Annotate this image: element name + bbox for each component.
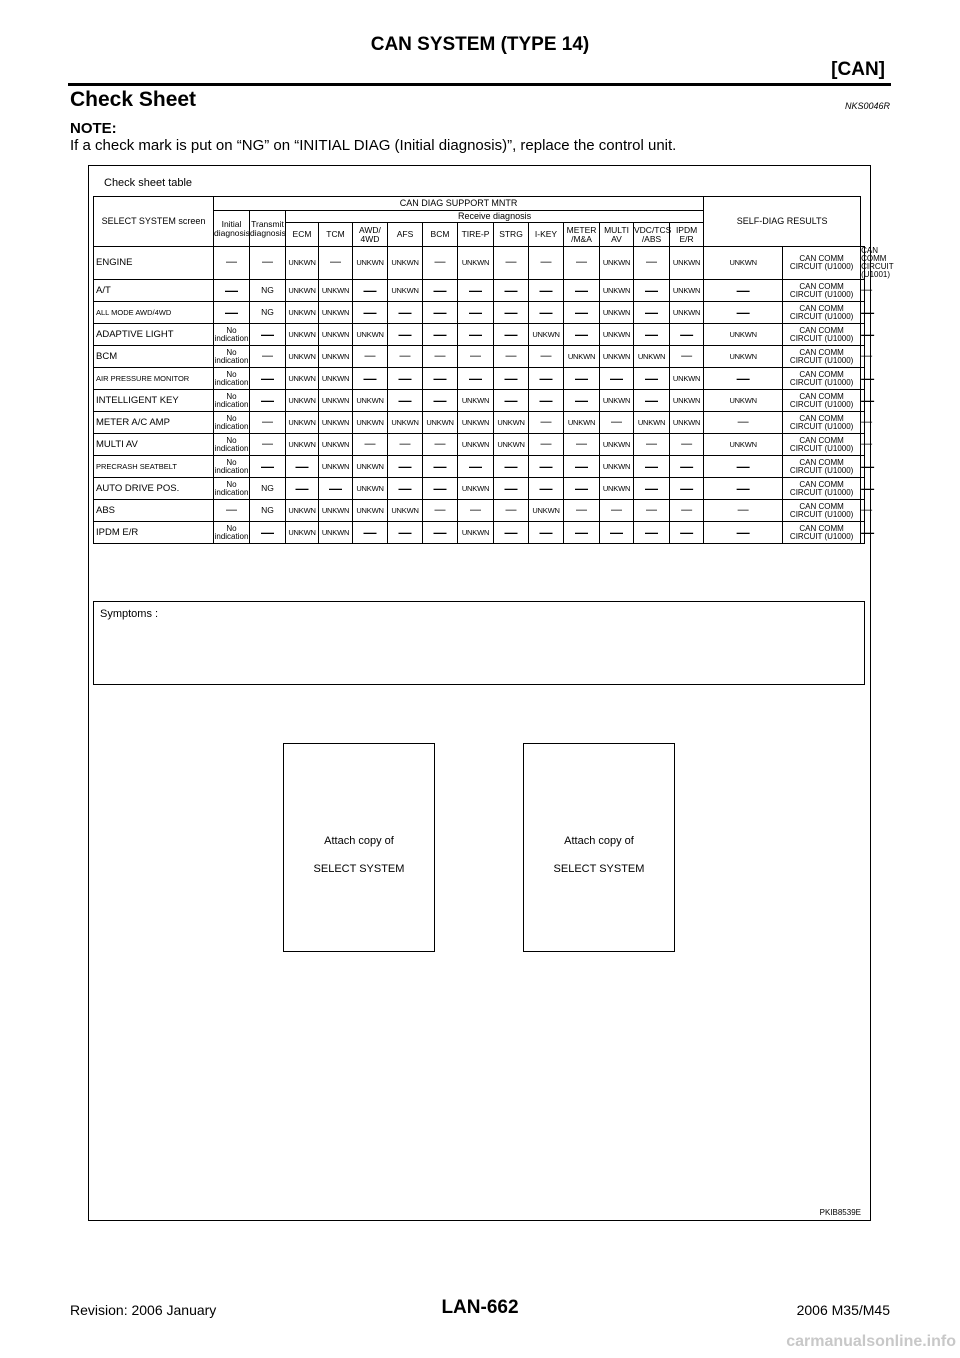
receive-column-header: AWD/ 4WD bbox=[353, 223, 388, 247]
receive-column-header: IPDM E/R bbox=[670, 223, 704, 247]
diag-cell: — bbox=[423, 478, 458, 500]
diag-cell: — bbox=[250, 456, 286, 478]
diag-cell: UNKWN bbox=[494, 434, 529, 456]
diag-cell: UNKWN bbox=[286, 390, 319, 412]
system-name-cell: ADAPTIVE LIGHT bbox=[94, 324, 214, 346]
self-diag-result-cell: CAN COMM CIRCUIT (U1000) bbox=[783, 522, 861, 544]
system-name-cell: MULTI AV bbox=[94, 434, 214, 456]
self-diag-result-cell: CAN COMM CIRCUIT (U1000) bbox=[783, 390, 861, 412]
diag-cell: — bbox=[564, 500, 600, 522]
select-system-header: SELECT SYSTEM screen bbox=[94, 197, 214, 247]
diag-cell: — bbox=[353, 434, 388, 456]
diag-cell: — bbox=[670, 434, 704, 456]
diag-cell: UNKWN bbox=[600, 390, 634, 412]
diag-cell: — bbox=[214, 302, 250, 324]
diag-cell: — bbox=[634, 522, 670, 544]
self-diag-result-cell: CAN COMM CIRCUIT (U1000) bbox=[783, 247, 861, 280]
attach-text-line1: Attach copy of bbox=[324, 835, 394, 847]
diag-cell: — bbox=[600, 368, 634, 390]
diag-cell: — bbox=[423, 368, 458, 390]
diag-cell: UNKWN bbox=[286, 500, 319, 522]
self-diag-result-cell: CAN COMM CIRCUIT (U1000) bbox=[783, 368, 861, 390]
self-diag-result-cell: — bbox=[861, 456, 865, 478]
diag-cell: UNKWN bbox=[353, 456, 388, 478]
receive-diag-header: Receive diagnosis bbox=[286, 211, 704, 223]
self-diag-result-cell: — bbox=[861, 478, 865, 500]
diag-cell: NG bbox=[250, 302, 286, 324]
self-diag-result-cell: CAN COMM CIRCUIT (U1001) bbox=[861, 246, 894, 279]
system-name-cell: PRECRASH SEATBELT bbox=[94, 456, 214, 478]
diag-cell: — bbox=[670, 500, 704, 522]
diag-cell: UNKWN bbox=[286, 522, 319, 544]
diag-cell: UNKWN bbox=[353, 324, 388, 346]
system-name-cell: ABS bbox=[94, 500, 214, 522]
diag-cell: — bbox=[564, 280, 600, 302]
table-row bbox=[94, 434, 865, 456]
diag-cell: — bbox=[423, 346, 458, 368]
diag-cell: — bbox=[634, 368, 670, 390]
diag-cell: No indication bbox=[214, 434, 250, 456]
diag-cell: UNKWN bbox=[319, 368, 353, 390]
diag-cell: No indication bbox=[214, 390, 250, 412]
initial-diag-header: Initial diagnosis bbox=[214, 211, 250, 247]
system-name-cell: AIR PRESSURE MONITOR bbox=[94, 368, 214, 390]
diag-cell: UNKWN bbox=[286, 324, 319, 346]
diag-cell: — bbox=[704, 368, 783, 390]
diag-cell: — bbox=[529, 522, 564, 544]
diag-cell: — bbox=[634, 390, 670, 412]
receive-column-header: I-KEY bbox=[529, 223, 564, 247]
diag-cell: UNKWN bbox=[458, 412, 494, 434]
diag-cell: NG bbox=[250, 478, 286, 500]
self-diag-result-cell: — bbox=[861, 368, 865, 390]
self-diag-result-cell: — bbox=[861, 412, 865, 434]
self-diag-result-cell: CAN COMM CIRCUIT (U1000) bbox=[783, 456, 861, 478]
diag-cell: UNKWN bbox=[600, 280, 634, 302]
diag-cell: UNKWN bbox=[458, 434, 494, 456]
table-row bbox=[94, 346, 865, 368]
diag-cell: No indication bbox=[214, 478, 250, 500]
diag-cell: — bbox=[564, 390, 600, 412]
diag-cell: UNKWN bbox=[458, 478, 494, 500]
receive-column-header: TIRE-P bbox=[458, 223, 494, 247]
system-name-cell: INTELLIGENT KEY bbox=[94, 390, 214, 412]
diag-cell: — bbox=[564, 302, 600, 324]
diag-cell: — bbox=[250, 324, 286, 346]
diag-cell: — bbox=[286, 456, 319, 478]
table-row bbox=[94, 522, 865, 544]
diag-cell: — bbox=[458, 500, 494, 522]
diag-cell: — bbox=[529, 346, 564, 368]
diag-cell: — bbox=[353, 368, 388, 390]
diag-cell: No indication bbox=[214, 324, 250, 346]
diag-cell: — bbox=[564, 456, 600, 478]
table-row bbox=[94, 280, 865, 302]
diag-cell: — bbox=[250, 434, 286, 456]
diag-cell: — bbox=[423, 324, 458, 346]
diag-cell: UNKWN bbox=[388, 412, 423, 434]
diag-cell: — bbox=[704, 500, 783, 522]
attach-text-line1: Attach copy of bbox=[564, 835, 634, 847]
diag-cell: UNKWN bbox=[286, 412, 319, 434]
diag-cell: UNKWN bbox=[494, 412, 529, 434]
table-row bbox=[94, 324, 865, 346]
diag-cell: — bbox=[388, 346, 423, 368]
system-name-cell: ALL MODE AWD/4WD bbox=[94, 302, 214, 324]
diag-cell: UNKWN bbox=[600, 247, 634, 280]
section-title: Check Sheet bbox=[70, 88, 197, 111]
diag-cell: — bbox=[670, 456, 704, 478]
diag-cell: UNKWN bbox=[600, 478, 634, 500]
diag-cell: — bbox=[388, 324, 423, 346]
diag-cell: UNKWN bbox=[564, 346, 600, 368]
diag-cell: — bbox=[564, 324, 600, 346]
receive-column-header: VDC/TCS /ABS bbox=[634, 223, 670, 247]
diag-cell: — bbox=[564, 478, 600, 500]
receive-column-header: STRG bbox=[494, 223, 529, 247]
figure-caption: Check sheet table bbox=[104, 177, 193, 189]
table-row bbox=[94, 500, 865, 522]
diag-cell: UNKWN bbox=[670, 412, 704, 434]
diag-cell: — bbox=[600, 500, 634, 522]
diag-cell: — bbox=[564, 522, 600, 544]
diag-cell: — bbox=[353, 522, 388, 544]
diag-cell: — bbox=[319, 247, 353, 280]
diag-cell: — bbox=[529, 456, 564, 478]
footer-revision: Revision: 2006 January bbox=[70, 1302, 217, 1318]
diag-cell: — bbox=[353, 302, 388, 324]
diag-cell: UNKWN bbox=[670, 368, 704, 390]
diag-cell: UNKWN bbox=[600, 346, 634, 368]
diag-cell: UNKWN bbox=[458, 390, 494, 412]
diag-cell: NG bbox=[250, 500, 286, 522]
system-name-cell: ENGINE bbox=[94, 247, 214, 280]
diag-cell: UNKWN bbox=[286, 280, 319, 302]
diag-cell: — bbox=[353, 346, 388, 368]
diag-cell: — bbox=[529, 412, 564, 434]
self-diag-result-cell: — bbox=[861, 324, 865, 346]
diag-cell: — bbox=[600, 522, 634, 544]
diag-cell: — bbox=[250, 522, 286, 544]
diag-cell: UNKWN bbox=[670, 247, 704, 280]
watermark: carmanualsonline.info bbox=[786, 1333, 956, 1350]
diag-cell: UNKWN bbox=[286, 346, 319, 368]
receive-column-header: ECM bbox=[286, 223, 319, 247]
note-label: NOTE: bbox=[70, 120, 117, 137]
diag-cell: — bbox=[458, 302, 494, 324]
diag-cell: — bbox=[423, 280, 458, 302]
diag-cell: — bbox=[286, 478, 319, 500]
attach-box-right bbox=[523, 743, 675, 952]
diag-cell: UNKWN bbox=[388, 280, 423, 302]
diag-cell: — bbox=[634, 280, 670, 302]
diag-cell: No indication bbox=[214, 412, 250, 434]
diag-cell: — bbox=[494, 346, 529, 368]
receive-column-header: BCM bbox=[423, 223, 458, 247]
diag-cell: — bbox=[423, 456, 458, 478]
diag-cell: — bbox=[494, 390, 529, 412]
diag-cell: — bbox=[423, 522, 458, 544]
diag-cell: UNKWN bbox=[353, 412, 388, 434]
diag-cell: — bbox=[529, 280, 564, 302]
diag-cell: — bbox=[670, 324, 704, 346]
header-rule bbox=[68, 83, 891, 86]
diag-cell: — bbox=[494, 522, 529, 544]
diag-cell: — bbox=[634, 500, 670, 522]
diag-cell: No indication bbox=[214, 522, 250, 544]
diag-cell: — bbox=[250, 390, 286, 412]
diag-cell: — bbox=[494, 478, 529, 500]
diag-cell: — bbox=[704, 456, 783, 478]
diag-cell: — bbox=[529, 247, 564, 280]
diag-cell: UNKWN bbox=[286, 302, 319, 324]
diag-cell: UNKWN bbox=[286, 434, 319, 456]
diag-cell: UNKWN bbox=[564, 412, 600, 434]
receive-column-header: METER /M&A bbox=[564, 223, 600, 247]
diag-cell: UNKWN bbox=[319, 456, 353, 478]
diag-cell: — bbox=[388, 434, 423, 456]
self-diag-header: SELF-DIAG RESULTS bbox=[704, 197, 861, 247]
diag-cell: — bbox=[388, 390, 423, 412]
diag-cell: — bbox=[423, 302, 458, 324]
diag-cell: — bbox=[494, 280, 529, 302]
diag-cell: — bbox=[704, 522, 783, 544]
self-diag-result-cell: — bbox=[861, 346, 865, 368]
diag-cell: UNKWN bbox=[670, 390, 704, 412]
symptoms-label: Symptoms : bbox=[100, 608, 159, 620]
self-diag-result-cell: — bbox=[861, 280, 865, 302]
receive-column-header: TCM bbox=[319, 223, 353, 247]
diag-cell: UNKWN bbox=[319, 302, 353, 324]
diag-cell: — bbox=[634, 434, 670, 456]
diag-cell: UNKWN bbox=[458, 247, 494, 280]
diag-cell: — bbox=[704, 280, 783, 302]
self-diag-result-cell: — bbox=[861, 500, 865, 522]
system-name-cell: BCM bbox=[94, 346, 214, 368]
diag-cell: UNKWN bbox=[353, 478, 388, 500]
diag-cell: — bbox=[319, 478, 353, 500]
diag-cell: — bbox=[704, 478, 783, 500]
diag-cell: UNKWN bbox=[423, 412, 458, 434]
diag-cell: UNKWN bbox=[704, 324, 783, 346]
diag-cell: — bbox=[353, 280, 388, 302]
diag-cell: NG bbox=[250, 280, 286, 302]
diag-cell: — bbox=[564, 434, 600, 456]
diag-cell: — bbox=[458, 280, 494, 302]
diag-cell: — bbox=[529, 368, 564, 390]
diag-cell: No indication bbox=[214, 368, 250, 390]
diag-cell: — bbox=[529, 390, 564, 412]
diag-cell: — bbox=[458, 346, 494, 368]
check-sheet-table bbox=[93, 196, 894, 544]
self-diag-result-cell: CAN COMM CIRCUIT (U1000) bbox=[783, 324, 861, 346]
diag-cell: — bbox=[458, 456, 494, 478]
diag-cell: — bbox=[250, 247, 286, 280]
diag-cell: UNKWN bbox=[600, 302, 634, 324]
diag-cell: — bbox=[214, 247, 250, 280]
attach-box-left bbox=[283, 743, 435, 952]
system-name-cell: AUTO DRIVE POS. bbox=[94, 478, 214, 500]
diag-cell: — bbox=[250, 368, 286, 390]
diag-cell: — bbox=[423, 434, 458, 456]
self-diag-result-cell: — bbox=[861, 434, 865, 456]
footer-page-number: LAN-662 bbox=[441, 1297, 519, 1318]
table-row bbox=[94, 247, 865, 280]
diag-cell: — bbox=[250, 346, 286, 368]
diag-cell: — bbox=[494, 324, 529, 346]
diag-cell: — bbox=[388, 302, 423, 324]
self-diag-result-cell: — bbox=[861, 390, 865, 412]
diag-cell: — bbox=[423, 500, 458, 522]
diag-cell: — bbox=[494, 302, 529, 324]
table-row bbox=[94, 390, 865, 412]
diag-cell: UNKWN bbox=[529, 324, 564, 346]
diag-cell: UNKWN bbox=[319, 500, 353, 522]
system-name-cell: METER A/C AMP bbox=[94, 412, 214, 434]
diag-cell: UNKWN bbox=[529, 500, 564, 522]
diag-cell: UNKWN bbox=[704, 434, 783, 456]
system-name-cell: A/T bbox=[94, 280, 214, 302]
diag-cell: UNKWN bbox=[286, 247, 319, 280]
diag-cell: — bbox=[494, 456, 529, 478]
diag-cell: UNKWN bbox=[353, 500, 388, 522]
diag-cell: — bbox=[529, 434, 564, 456]
table-row bbox=[94, 368, 865, 390]
diag-cell: — bbox=[388, 456, 423, 478]
diag-cell: UNKWN bbox=[704, 346, 783, 368]
diag-cell: — bbox=[458, 368, 494, 390]
symptoms-box bbox=[93, 601, 865, 685]
diag-cell: UNKWN bbox=[286, 368, 319, 390]
diag-cell: — bbox=[600, 412, 634, 434]
attach-text-line2: SELECT SYSTEM bbox=[553, 862, 645, 875]
table-row bbox=[94, 478, 865, 500]
diag-cell: — bbox=[529, 302, 564, 324]
self-diag-result-cell: CAN COMM CIRCUIT (U1000) bbox=[783, 302, 861, 324]
diag-cell: — bbox=[704, 412, 783, 434]
diag-cell: UNKWN bbox=[600, 434, 634, 456]
table-row bbox=[94, 302, 865, 324]
diag-cell: UNKWN bbox=[634, 412, 670, 434]
diag-cell: UNKWN bbox=[600, 324, 634, 346]
diag-cell: — bbox=[564, 368, 600, 390]
diag-cell: — bbox=[250, 412, 286, 434]
diag-cell: No indication bbox=[214, 346, 250, 368]
diag-cell: UNKWN bbox=[319, 522, 353, 544]
diag-cell: — bbox=[423, 247, 458, 280]
diag-cell: — bbox=[634, 247, 670, 280]
diag-cell: — bbox=[634, 456, 670, 478]
diag-cell: — bbox=[388, 368, 423, 390]
section-code: NKS0046R bbox=[844, 101, 890, 111]
diag-cell: UNKWN bbox=[319, 280, 353, 302]
diag-cell: UNKWN bbox=[670, 302, 704, 324]
diag-cell: — bbox=[564, 247, 600, 280]
diag-cell: — bbox=[634, 302, 670, 324]
diag-cell: UNKWN bbox=[388, 247, 423, 280]
diag-cell: — bbox=[670, 346, 704, 368]
diag-cell: UNKWN bbox=[670, 280, 704, 302]
self-diag-result-cell: — bbox=[861, 302, 865, 324]
diag-cell: UNKWN bbox=[319, 390, 353, 412]
diag-cell: UNKWN bbox=[704, 390, 783, 412]
footer-model: 2006 M35/M45 bbox=[796, 1302, 890, 1318]
diag-cell: — bbox=[388, 522, 423, 544]
diag-cell: — bbox=[634, 478, 670, 500]
self-diag-result-cell: CAN COMM CIRCUIT (U1000) bbox=[783, 478, 861, 500]
diag-cell: UNKWN bbox=[353, 390, 388, 412]
diag-cell: UNKWN bbox=[319, 346, 353, 368]
diag-cell: UNKWN bbox=[458, 522, 494, 544]
diag-cell: UNKWN bbox=[319, 412, 353, 434]
receive-column-header: AFS bbox=[388, 223, 423, 247]
transmit-diag-header: Transmit diagnosis bbox=[250, 211, 286, 247]
table-row bbox=[94, 456, 865, 478]
note-text: If a check mark is put on “NG” on “INITIAL DIAG (Initial diagnosis)”, replace the control unit. bbox=[70, 137, 677, 154]
diag-cell: — bbox=[388, 478, 423, 500]
receive-column-header: MULTI AV bbox=[600, 223, 634, 247]
diag-cell: — bbox=[494, 247, 529, 280]
attach-text-line2: SELECT SYSTEM bbox=[313, 862, 405, 875]
figure-code: PKIB8539E bbox=[819, 1208, 861, 1217]
diag-cell: — bbox=[634, 324, 670, 346]
diag-cell: UNKWN bbox=[353, 247, 388, 280]
diag-cell: — bbox=[494, 368, 529, 390]
diag-cell: UNKWN bbox=[319, 434, 353, 456]
self-diag-result-cell: CAN COMM CIRCUIT (U1000) bbox=[783, 434, 861, 456]
diag-cell: UNKWN bbox=[600, 456, 634, 478]
diag-cell: UNKWN bbox=[634, 346, 670, 368]
diag-cell: — bbox=[670, 522, 704, 544]
self-diag-result-cell: CAN COMM CIRCUIT (U1000) bbox=[783, 412, 861, 434]
diag-cell: UNKWN bbox=[319, 324, 353, 346]
table-row bbox=[94, 412, 865, 434]
diag-cell: No indication bbox=[214, 456, 250, 478]
diag-cell: — bbox=[494, 500, 529, 522]
page-header-title: CAN SYSTEM (TYPE 14) bbox=[370, 34, 590, 55]
diag-cell: UNKWN bbox=[388, 500, 423, 522]
diag-cell: UNKWN bbox=[704, 247, 783, 280]
section-tag: [CAN] bbox=[831, 59, 885, 80]
diag-cell: — bbox=[670, 478, 704, 500]
diag-cell: — bbox=[529, 478, 564, 500]
system-name-cell: IPDM E/R bbox=[94, 522, 214, 544]
diag-cell: — bbox=[458, 324, 494, 346]
diag-cell: — bbox=[704, 302, 783, 324]
self-diag-result-cell: CAN COMM CIRCUIT (U1000) bbox=[783, 346, 861, 368]
support-monitor-header: CAN DIAG SUPPORT MNTR bbox=[214, 197, 704, 211]
self-diag-result-cell: CAN COMM CIRCUIT (U1000) bbox=[783, 500, 861, 522]
self-diag-result-cell: — bbox=[861, 522, 865, 544]
diag-cell: — bbox=[214, 500, 250, 522]
diag-cell: — bbox=[423, 390, 458, 412]
diag-cell: — bbox=[214, 280, 250, 302]
self-diag-result-cell: CAN COMM CIRCUIT (U1000) bbox=[783, 280, 861, 302]
